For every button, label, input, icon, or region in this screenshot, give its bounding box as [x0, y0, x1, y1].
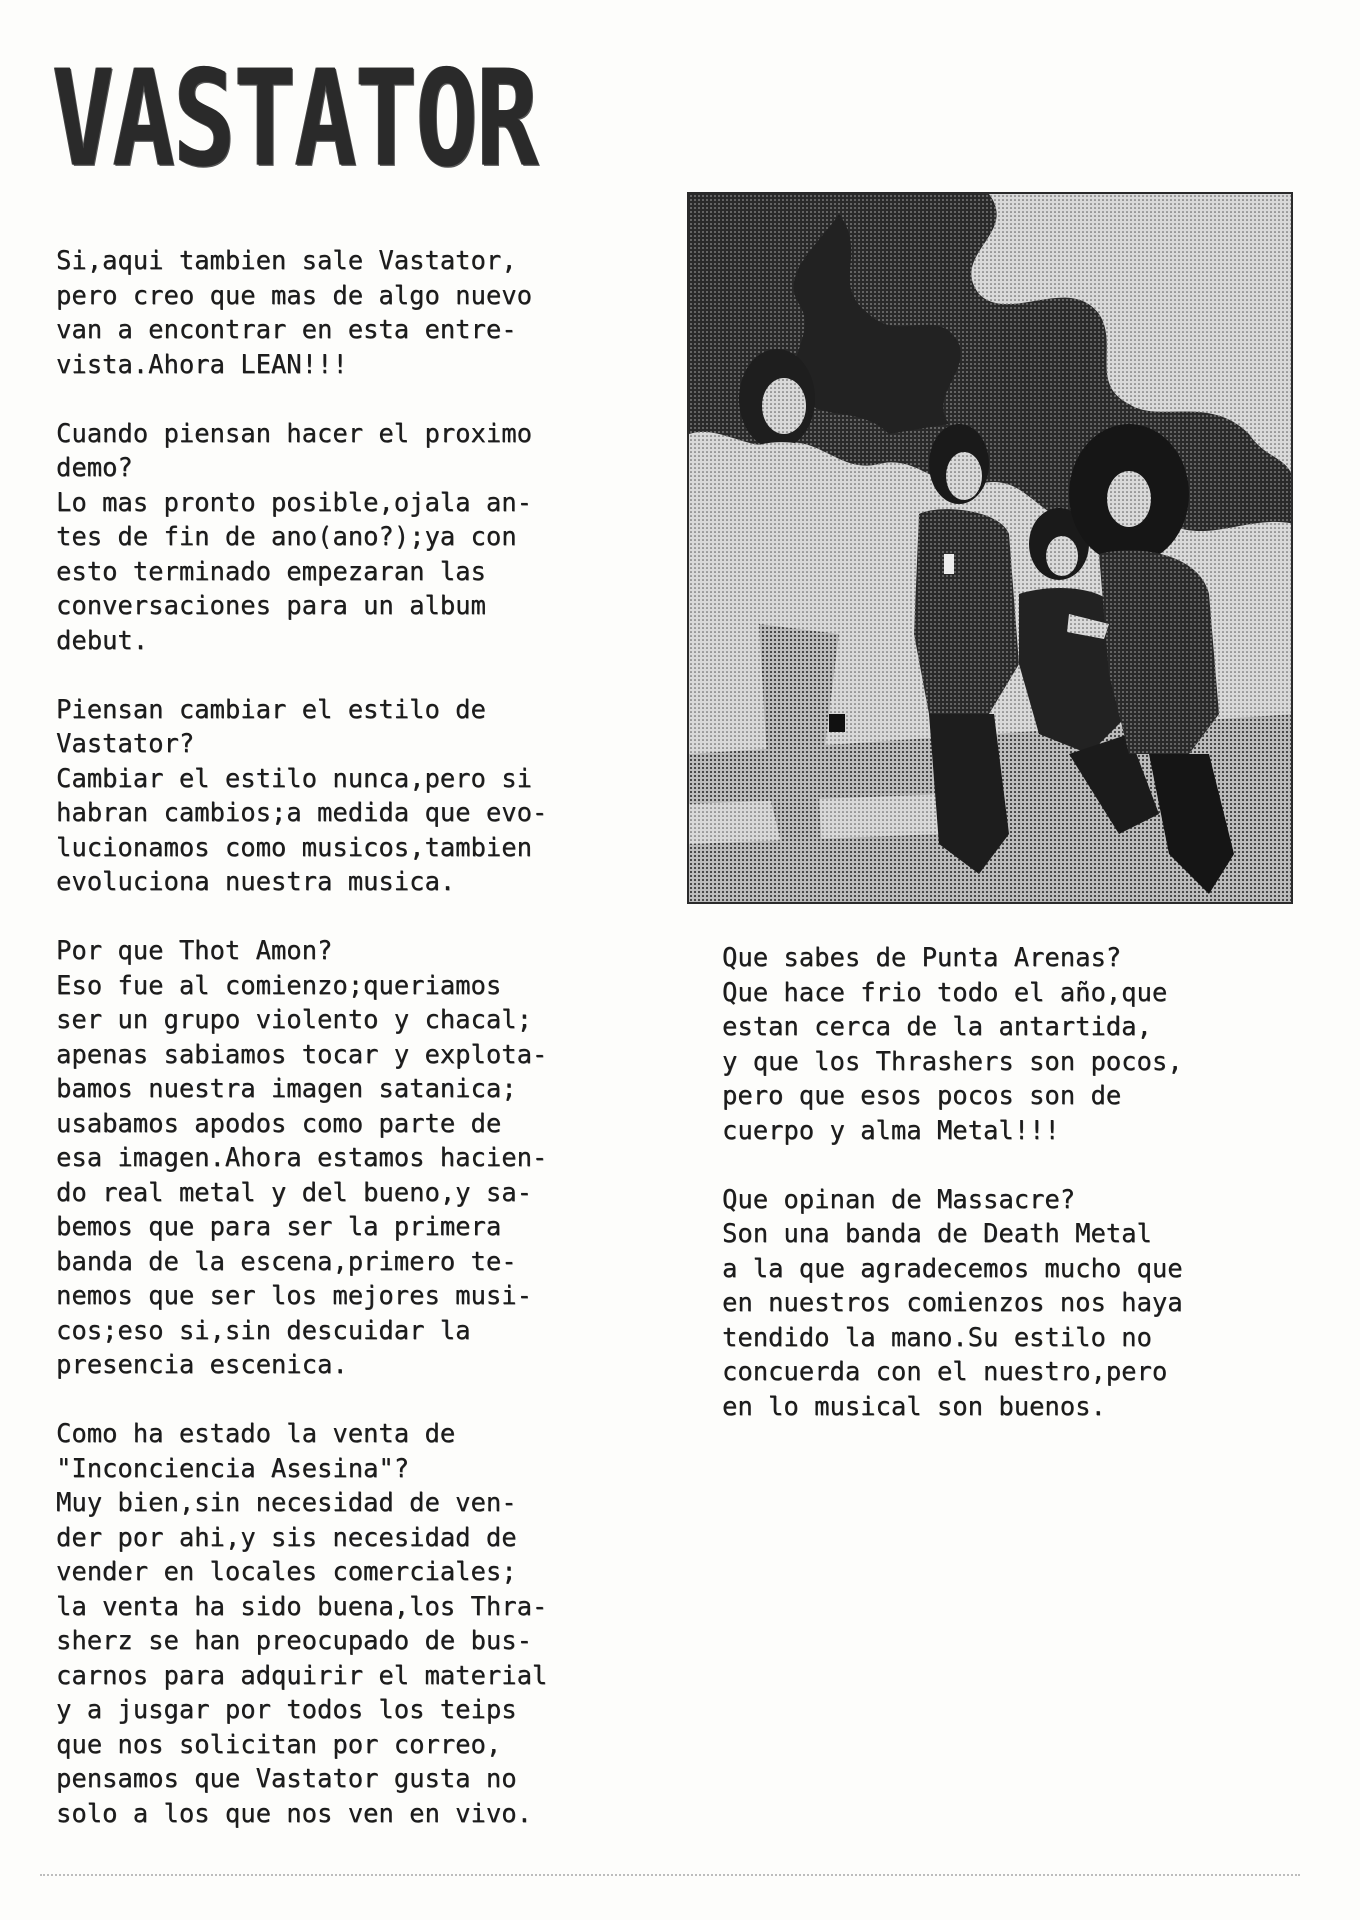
text-line: Que opinan de Massacre?: [722, 1184, 1076, 1215]
text-line: y que los Thrashers son pocos,: [722, 1046, 1183, 1077]
text-line: tes de fin de ano(ano?);ya con: [56, 522, 517, 552]
text-line: conversaciones para un album: [56, 591, 486, 621]
text-line: sherz se han preocupado de bus-: [56, 1626, 532, 1656]
text-line: vender en locales comerciales;: [56, 1557, 517, 1587]
band-photo: [687, 192, 1293, 904]
text-line: la venta ha sido buena,los Thra-: [56, 1591, 548, 1622]
text-line: estan cerca de la antartida,: [722, 1012, 1152, 1042]
text-line: Muy bien,sin necesidad de ven-: [56, 1488, 517, 1518]
text-line: solo a los que nos ven en vivo.: [56, 1798, 532, 1829]
left-column-text: [56, 244, 636, 1831]
text-line: Cambiar el estilo nunca,pero si: [56, 763, 532, 794]
paragraph-gap: [56, 382, 636, 417]
band-photo-drawing: [689, 194, 1293, 904]
text-line: tendido la mano.Su estilo no: [722, 1322, 1152, 1353]
paragraph-gap: [722, 1148, 1282, 1183]
text-line: habran cambios;a medida que evo-: [56, 798, 548, 828]
text-line: "Inconciencia Asesina"?: [56, 1453, 410, 1484]
text-line: Son una banda de Death Metal: [722, 1219, 1152, 1249]
text-line: demo?: [56, 453, 133, 483]
text-line: evoluciona nuestra musica.: [56, 867, 456, 897]
text-line: banda de la escena,primero te-: [56, 1246, 517, 1277]
paragraph-gap: [56, 900, 636, 935]
text-line: Por que Thot Amon?: [56, 936, 333, 966]
text-line: Piensan cambiar el estilo de: [56, 694, 486, 725]
text-line: en lo musical son buenos.: [722, 1391, 1106, 1422]
text-line: esa imagen.Ahora estamos hacien-: [56, 1143, 548, 1173]
text-line: usabamos apodos como parte de: [56, 1108, 502, 1139]
text-line: esto terminado empezaran las: [56, 556, 486, 587]
text-line: que nos solicitan por correo,: [56, 1729, 502, 1760]
text-line: van a encontrar en esta entre-: [56, 315, 517, 345]
text-line: Cuando piensan hacer el proximo: [56, 418, 532, 449]
page-title: VASTATOR: [52, 40, 537, 197]
text-line: Si,aqui tambien sale Vastator,: [56, 246, 517, 276]
text-line: en nuestros comienzos nos haya: [722, 1288, 1183, 1318]
text-line: debut.: [56, 625, 149, 656]
text-line: Eso fue al comienzo;queriamos: [56, 970, 502, 1001]
text-line: pero creo que mas de algo nuevo: [56, 280, 532, 311]
text-line: Como ha estado la venta de: [56, 1419, 456, 1449]
text-line: pero que esos pocos son de: [722, 1081, 1122, 1111]
text-line: bamos nuestra imagen satanica;: [56, 1074, 517, 1104]
text-line: do real metal y del bueno,y sa-: [56, 1177, 532, 1208]
text-line: cos;eso si,sin descuidar la: [56, 1315, 471, 1346]
text-line: a la que agradecemos mucho que: [722, 1253, 1183, 1284]
text-line: presencia escenica.: [56, 1350, 348, 1380]
text-line: nemos que ser los mejores musi-: [56, 1281, 532, 1311]
text-line: vista.Ahora LEAN!!!: [56, 349, 348, 380]
text-line: ser un grupo violento y chacal;: [56, 1005, 532, 1035]
text-line: concuerda con el nuestro,pero: [722, 1357, 1168, 1387]
paragraph-gap: [56, 1383, 636, 1418]
text-line: Lo mas pronto posible,ojala an-: [56, 487, 532, 518]
text-line: der por ahi,y sis necesidad de: [56, 1522, 517, 1553]
text-line: cuerpo y alma Metal!!!: [722, 1115, 1060, 1146]
text-line: carnos para adquirir el material: [56, 1660, 548, 1691]
text-line: pensamos que Vastator gusta no: [56, 1764, 517, 1794]
text-line: Que hace frio todo el año,que: [722, 977, 1168, 1008]
text-line: apenas sabiamos tocar y explota-: [56, 1039, 548, 1070]
text-line: lucionamos como musicos,tambien: [56, 832, 532, 863]
text-line: Vastator?: [56, 729, 195, 759]
text-line: bemos que para ser la primera: [56, 1212, 502, 1242]
bottom-rule: [40, 1874, 1300, 1876]
text-line: Que sabes de Punta Arenas?: [722, 943, 1122, 973]
text-line: y a jusgar por todos los teips: [56, 1695, 517, 1725]
paragraph-gap: [56, 658, 636, 693]
right-column-text: [722, 941, 1282, 1424]
